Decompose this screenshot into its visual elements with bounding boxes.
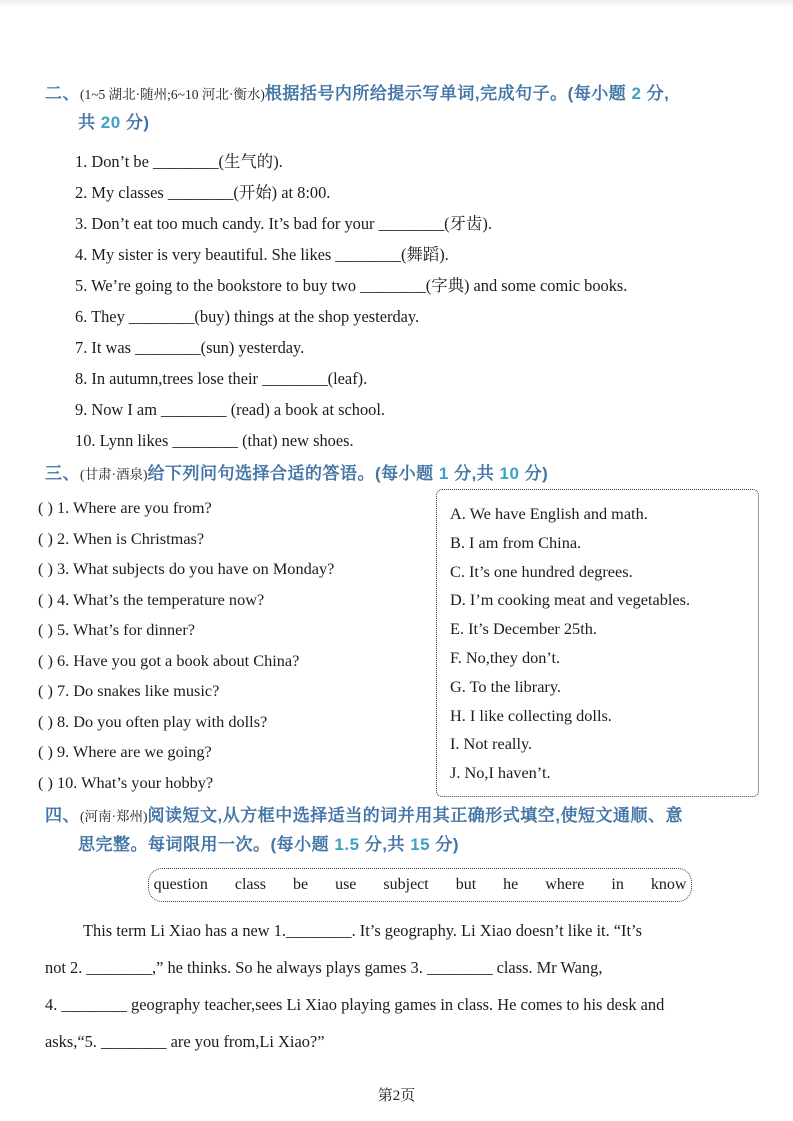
fill-item-7: 7. It was ________(sun) yesterday. [75,338,305,357]
section-3-score-number-1: 1 [438,464,449,483]
section-2-score-suffix: 分, [641,84,670,103]
word-bank-item: but [455,876,477,893]
question-8: ( ) 8. Do you often play with dolls? [38,711,268,731]
section-2-heading [45,80,759,108]
word-bank-item: subject [383,876,429,893]
section-2-score-line2-number: 20 [100,113,121,132]
section-4-score-suffix: 分) [430,835,460,854]
section-2-score-line2: 共 [78,113,101,132]
passage-line-4: asks,“5. ________ are you from,Li Xiao?” [45,1032,325,1051]
passage-line-1: This term Li Xiao has a new 1.________. It’s geography. Li Xiao doesn’t like it. “It’s [83,921,642,940]
passage-line-2: not 2. ________,” he thinks. So he always plays games 3. ________ class. Mr Wang, [45,958,603,977]
section-3-score: (每小题 [375,464,439,483]
fill-item-3: 3. Don’t eat too much candy. It’s bad for your ________(牙齿). [75,214,492,233]
section-4-score-number-1: 1.5 [334,835,360,854]
question-5: ( ) 5. What’s for dinner? [38,620,196,639]
section-2-score-line2-suffix: 分) [120,113,150,132]
section-2-instruction: 根据括号内所给提示写单词,完成句子。 [264,84,568,103]
section-4-score: (每小题 [270,835,335,854]
question-2: ( ) 2. When is Christmas? [38,528,205,548]
section-3-score-number-2: 10 [499,464,520,483]
option-i: I. Not really. [450,734,533,754]
option-h: H. I like collecting dolls. [450,705,612,725]
word-bank-box [148,868,692,902]
fill-item-6: 6. They ________(buy) things at the shop yesterday. [75,307,420,326]
option-f: F. No,they don’t. [450,647,561,667]
fill-item-1: 1. Don’t be ________(生气的). [75,152,283,171]
section-2-score-number: 2 [631,84,642,103]
section-3-source-note: (甘肃·酒泉) [80,467,148,482]
word-bank-item: where [545,876,585,893]
passage-line-3: 4. ________ geography teacher,sees Li Xiao playing games in class. He comes to his desk and [45,995,665,1014]
section-4-heading-line2 [45,830,759,859]
word-bank-item: class [234,876,266,893]
section-4-instruction-line2: 思完整。每词限用一次。 [78,835,271,854]
question-3: ( ) 3. What subjects do you have on Monday? [38,559,335,578]
question-10: ( ) 10. What’s your hobby? [38,772,214,792]
section-3-score-mid: 分,共 [448,464,500,483]
fill-item-4: 4. My sister is very beautiful. She likes ________(舞蹈). [75,245,449,264]
word-bank-item: be [292,876,309,893]
option-j: J. No,I haven’t. [450,763,551,783]
option-a: A. We have English and math. [450,504,648,523]
cloze-passage [45,912,759,1060]
section-3 [38,460,759,798]
section-4-score-mid: 分,共 [359,835,411,854]
option-b: B. I am from China. [450,532,582,552]
section-4-instruction-line1: 阅读短文,从方框中选择适当的词并用其正确形式填空,使短文通顺、意 [147,806,683,825]
option-c: C. It’s one hundred degrees. [450,561,633,581]
fill-item-10: 10. Lynn likes ________ (that) new shoes. [75,431,354,450]
word-bank-item: use [335,876,357,893]
fill-item-9: 9. Now I am ________ (read) a book at school. [75,400,385,419]
page-number: 第2页 [377,1088,416,1104]
fill-item-5: 5. We’re going to the bookstore to buy two ________(字典) and some comic books. [75,276,628,295]
section-4-number: 四、 [45,806,80,825]
section-3-number: 三、 [45,464,80,483]
question-list [38,493,436,798]
section-3-score-suffix: 分) [519,464,549,483]
question-1: ( ) 1. Where are you from? [38,498,212,517]
answer-options-box [436,489,759,797]
word-bank-item: question [153,876,208,893]
section-4-score-number-2: 15 [410,835,431,854]
word-bank-item: in [611,876,624,893]
question-9: ( ) 9. Where are we going? [38,742,212,761]
section-4-source-note: (河南·郑州) [80,809,148,824]
word-bank-item: know [650,876,687,893]
fill-in-items [75,146,759,456]
option-d: D. I’m cooking meat and vegetables. [450,590,691,610]
fill-item-2: 2. My classes ________(开始) at 8:00. [75,183,331,202]
section-2-score: (每小题 [567,84,632,103]
section-2-heading-line2 [45,108,759,137]
question-4: ( ) 4. What’s the temperature now? [38,589,265,609]
section-2-number: 二、 [45,84,80,103]
matching-block [38,493,759,798]
question-7: ( ) 7. Do snakes like music? [38,681,220,700]
section-3-instruction: 给下列问句选择合适的答语。 [147,464,375,483]
option-e: E. It’s December 25th. [450,619,597,639]
section-2 [45,80,759,456]
section-3-heading [45,460,759,488]
fill-item-8: 8. In autumn,trees lose their ________(leaf). [75,369,368,388]
section-4-heading [45,802,759,830]
option-g: G. To the library. [450,676,561,696]
question-6: ( ) 6. Have you got a book about China? [38,650,300,670]
word-bank-item: he [503,876,519,893]
section-4 [45,802,759,1060]
section-2-source-note: (1~5 湖北·随州;6~10 河北·衡水) [80,87,265,102]
